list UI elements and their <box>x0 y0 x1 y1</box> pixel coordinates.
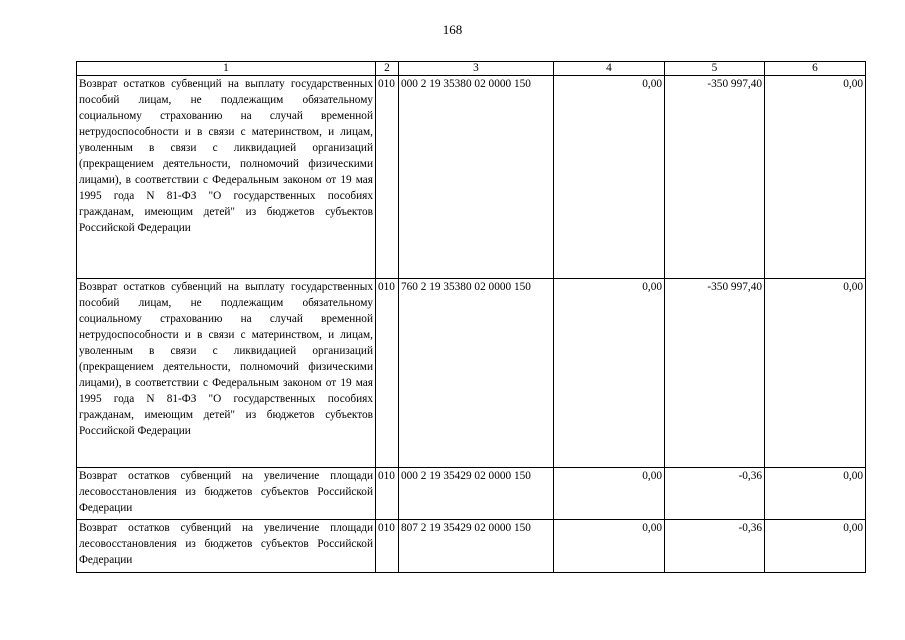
row-col5-value: -350 997,40 <box>665 279 765 468</box>
table-row <box>77 520 866 573</box>
row-col4-value: 0,00 <box>554 520 665 573</box>
table-row <box>77 76 866 279</box>
column-header: 6 <box>765 62 866 76</box>
row-budget-code: 807 2 19 35429 02 0000 150 <box>399 520 554 573</box>
row-col4-value: 0,00 <box>554 76 665 279</box>
page-number: 168 <box>442 22 463 37</box>
row-budget-code: 760 2 19 35380 02 0000 150 <box>399 279 554 468</box>
row-admin-code: 010 <box>376 279 399 468</box>
row-budget-code: 000 2 19 35380 02 0000 150 <box>399 76 554 279</box>
row-col4-value: 0,00 <box>554 468 665 520</box>
row-description: Возврат остатков субвенций на выплату государственных пособий лицам, не подлежащим обязательному социальному страхованию на случай временной нетрудоспособности и в связи с материнством, и лицам, уволенным в связи с ликвидацией организаций (прекращением деятельности, полномочий физическими лицами), в соответствии с Федеральным законом от 19 мая 1995 года N 81-ФЗ "О государственных пособиях гражданам, имеющим детей" из бюджетов субъектов Российской Федерации <box>77 279 376 468</box>
row-col6-value: 0,00 <box>765 520 866 573</box>
column-header: 3 <box>399 62 554 76</box>
row-col5-value: -0,36 <box>665 468 765 520</box>
row-col5-value: -350 997,40 <box>665 76 765 279</box>
row-admin-code: 010 <box>376 468 399 520</box>
row-description: Возврат остатков субвенций на выплату государственных пособий лицам, не подлежащим обязательному социальному страхованию на случай временной нетрудоспособности и в связи с материнством, и лицам, уволенным в связи с ликвидацией организаций (прекращением деятельности, полномочий физическими лицами), в соответствии с Федеральным законом от 19 мая 1995 года N 81-ФЗ "О государственных пособиях гражданам, имеющим детей" из бюджетов субъектов Российской Федерации <box>77 76 376 279</box>
column-header: 5 <box>665 62 765 76</box>
row-description: Возврат остатков субвенций на увеличение площади лесовосстановления из бюджетов субъектов Российской Федерации <box>77 520 376 573</box>
row-col6-value: 0,00 <box>765 468 866 520</box>
table-row <box>77 468 866 520</box>
row-col6-value: 0,00 <box>765 76 866 279</box>
column-header: 2 <box>376 62 399 76</box>
column-header: 4 <box>554 62 665 76</box>
column-header: 1 <box>77 62 376 76</box>
row-col4-value: 0,00 <box>554 279 665 468</box>
row-description: Возврат остатков субвенций на увеличение площади лесовосстановления из бюджетов субъектов Российской Федерации <box>77 468 376 520</box>
row-admin-code: 010 <box>376 76 399 279</box>
row-admin-code: 010 <box>376 520 399 573</box>
table-header-row <box>77 62 866 76</box>
row-col6-value: 0,00 <box>765 279 866 468</box>
budget-table <box>76 61 866 573</box>
row-budget-code: 000 2 19 35429 02 0000 150 <box>399 468 554 520</box>
table-row <box>77 279 866 468</box>
row-col5-value: -0,36 <box>665 520 765 573</box>
